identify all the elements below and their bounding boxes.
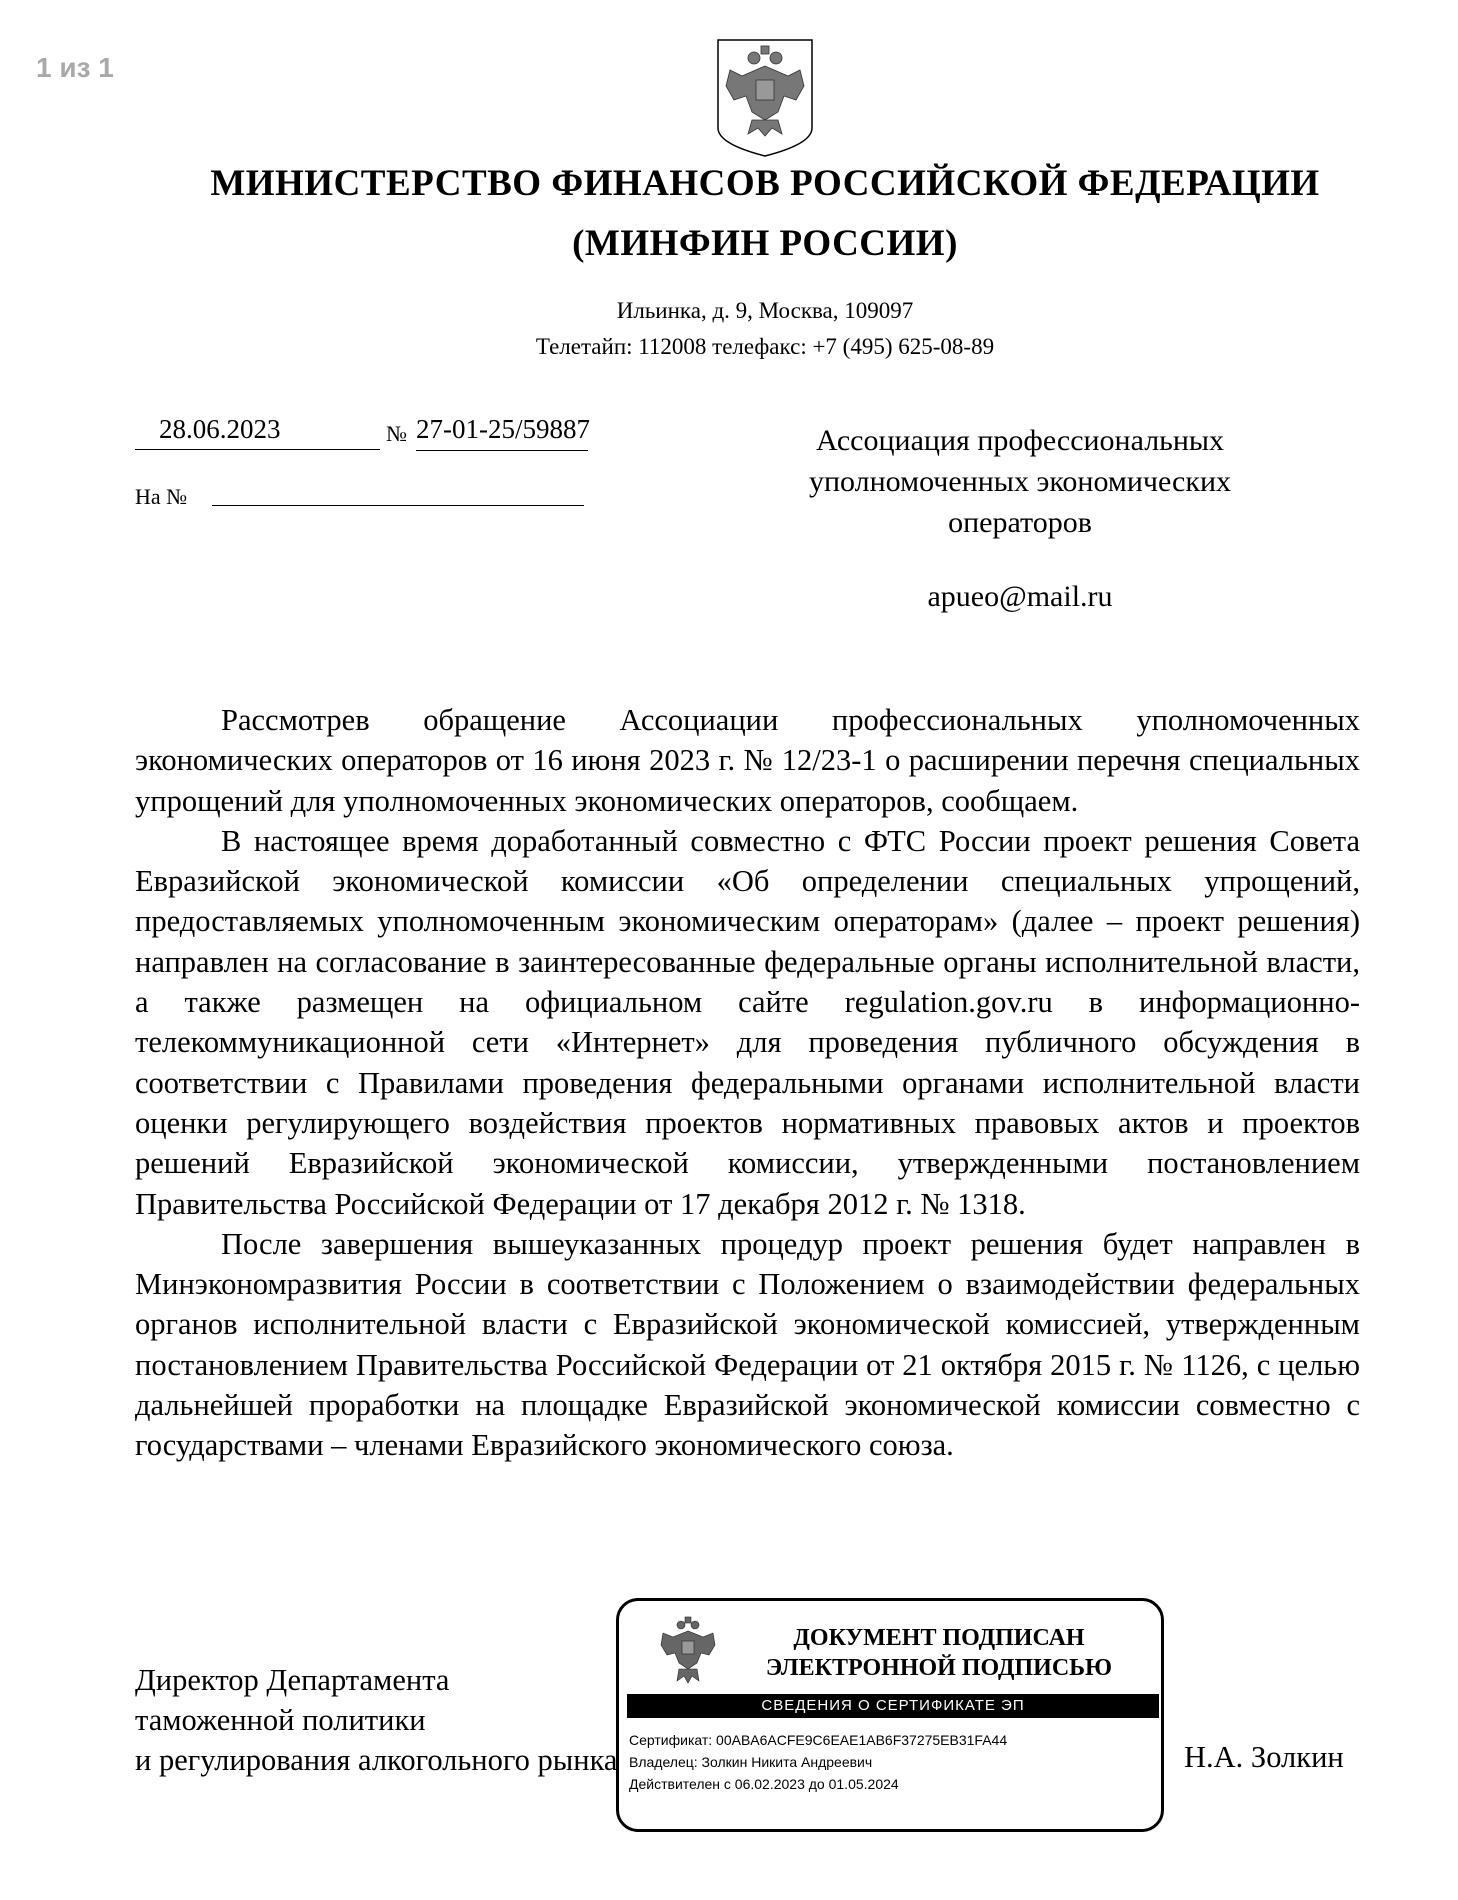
body-paragraph: Рассмотрев обращение Ассоциации профессиональных уполномоченных экономических операторов от 16 июня 2023 г. № 12/23-1 о расширении перечня специальных упрощений для уполномоченных экономических операторов, сообщаем. (135, 703, 1360, 818)
stamp-owner: Владелец: Золкин Никита Андреевич (629, 1754, 873, 1770)
registration-number-sign: № (386, 421, 407, 446)
signer-position-line: и регулирования алкогольного рынка (135, 1743, 618, 1777)
coat-of-arms-icon (655, 1615, 721, 1689)
stamp-certificate-bar: СВЕДЕНИЯ О СЕРТИФИКАТЕ ЭП (627, 1694, 1159, 1718)
page-counter: 1 из 1 (36, 52, 114, 83)
signer-position-line: Директор Департамента (135, 1663, 450, 1697)
electronic-signature-stamp (616, 1598, 1164, 1832)
ministry-name: МИНИСТЕРСТВО ФИНАНСОВ РОССИЙСКОЙ ФЕДЕРАЦИИ (210, 163, 1320, 204)
recipient-line: уполномоченных экономических (808, 465, 1232, 498)
signer-position (135, 1660, 617, 1780)
ministry-address: Ильинка, д. 9, Москва, 109097 (616, 298, 914, 323)
ministry-contacts: Телетайп: 112008 телефакс: +7 (495) 625-08-89 (535, 334, 995, 359)
stamp-title (729, 1623, 1149, 1683)
reply-to-field (212, 504, 584, 506)
stamp-title-line: ДОКУМЕНТ ПОДПИСАН (793, 1625, 1085, 1651)
recipient-email: apueo@mail.ru (927, 580, 1113, 613)
body-paragraph: В настоящее время доработанный совместно с ФТС России проект решения Совета Евразийской экономической комиссии «Об определении специальных упрощений, предоставляемых уполномоченным экономическим операторам» (далее – проект решения) направлен на согласование в заинтересованные федеральные органы исполнительной власти, а также размещен на официальном сайте regulation.gov.ru в информационно-телекоммуникационной сети «Интернет» для проведения публичного обсуждения в соответствии с Правилами проведения федеральными органами исполнительной власти оценки регулирующего воздействия проектов нормативных правовых актов и проектов решений Евразийской экономической комиссии, утвержденными постановлением Правительства Российской Федерации от 17 декабря 2012 г. № 1318. (135, 823, 1360, 1221)
signer-name: Н.А. Золкин (1184, 1740, 1344, 1774)
recipient-block (730, 420, 1310, 543)
coat-of-arms-icon (712, 36, 818, 160)
registration-date: 28.06.2023 (135, 414, 380, 450)
ministry-short-name: (МИНФИН РОССИИ) (572, 223, 958, 264)
registration-number: 27-01-25/59887 (416, 414, 588, 451)
stamp-title-line: ЭЛЕКТРОННОЙ ПОДПИСЬЮ (765, 1655, 1113, 1681)
letter-body (135, 700, 1360, 1466)
reply-to-label: На № (135, 484, 188, 509)
stamp-certificate-number: Сертификат: 00ABA6ACFE9C6EAE1AB6F37275EB31FA44 (629, 1732, 1008, 1748)
recipient-line: Ассоциация профессиональных (815, 424, 1225, 457)
recipient-line: операторов (948, 506, 1092, 539)
stamp-certificate-info (629, 1729, 1007, 1795)
body-paragraph: После завершения вышеуказанных процедур проект решения будет направлен в Минэкономразвития России в соответствии с Положением о взаимодействии федеральных органов исполнительной власти с Евразийской экономической комиссией, утвержденным постановлением Правительства Российской Федерации от 21 октября 2015 г. № 1126, с целью дальнейшей проработки на площадке Евразийской экономической комиссии совместно с государствами – членами Евразийского экономического союза. (135, 1226, 1360, 1463)
stamp-validity: Действителен с 06.02.2023 до 01.05.2024 (629, 1776, 899, 1792)
signer-position-line: таможенной политики (135, 1703, 426, 1737)
